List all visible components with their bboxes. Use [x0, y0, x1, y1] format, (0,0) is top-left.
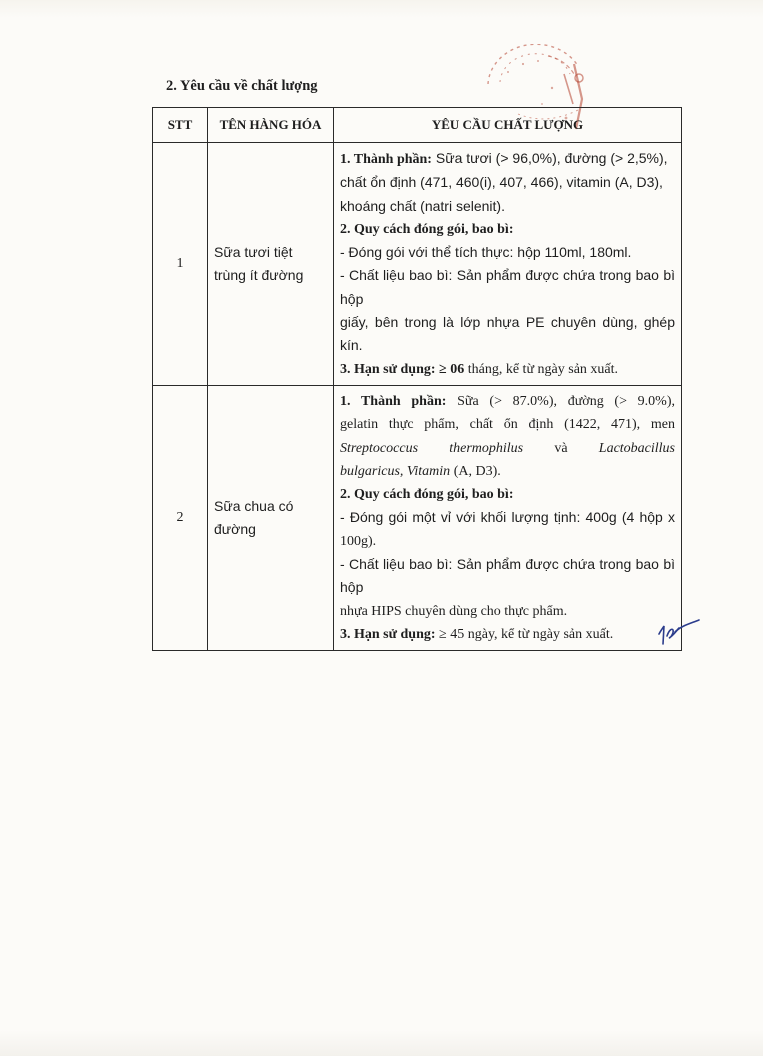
section-title: 2. Yêu cầu về chất lượng: [166, 78, 318, 94]
requirement-line: giấy, bên trong là lớp nhựa PE chuyên dùng, ghép kín.: [340, 314, 675, 354]
requirement-line: - Chất liệu bao bì: Sản phẩm được chứa trong bao bì hộp: [340, 556, 675, 596]
product-name: Sữa tươi tiệt trùng ít đường: [208, 143, 334, 386]
requirement-line: khoáng chất (natri selenit).: [340, 197, 505, 214]
requirement-line: chất ổn định (471, 460(i), 407, 466), vitamin (A, D3),: [340, 174, 663, 191]
header-stt: STT: [153, 108, 208, 143]
requirement-line: - Đóng gói với thể tích thực: hộp 110ml, 180ml.: [340, 244, 632, 261]
requirement-line: 1. Thành phần: Sữa tươi (> 96,0%), đường (> 2,5%),: [340, 150, 668, 167]
requirement-cell: [334, 143, 682, 386]
table-row: [153, 385, 682, 650]
row-number: 2: [153, 385, 208, 650]
requirement-line: Streptococcus thermophilus và Lactobacillus: [340, 440, 676, 456]
table-row: [153, 143, 682, 386]
requirement-line: bulgaricus, Vitamin (A, D3).: [340, 463, 501, 479]
requirement-line: 3. Hạn sử dụng: ≥ 06 tháng, kể từ ngày sản xuất.: [340, 361, 619, 377]
row-number: 1: [153, 143, 208, 386]
requirement-line: nhựa HIPS chuyên dùng cho thực phẩm.: [340, 603, 568, 619]
handwritten-initial-icon: [655, 616, 701, 646]
requirement-line: 3. Hạn sử dụng: ≥ 45 ngày, kể từ ngày sản xuất.: [340, 626, 614, 642]
requirement-line: - Đóng gói một vỉ với khối lượng tịnh: 400g (4 hộp x: [340, 509, 675, 526]
table-header-row: [153, 108, 682, 143]
quality-requirements-table: [152, 107, 682, 651]
product-name: Sữa chua có đường: [208, 385, 334, 650]
requirement-line: 100g).: [340, 533, 377, 549]
header-quality-requirement: YÊU CẦU CHẤT LƯỢNG: [334, 108, 682, 143]
requirement-line: 1. Thành phần: Sữa (> 87.0%), đường (> 9.0%),: [340, 393, 675, 409]
requirement-line: - Chất liệu bao bì: Sản phẩm được chứa trong bao bì hộp: [340, 267, 675, 307]
header-product-name: TÊN HÀNG HÓA: [208, 108, 334, 143]
requirement-heading: 2. Quy cách đóng gói, bao bì:: [340, 221, 514, 237]
requirement-cell: [334, 385, 682, 650]
requirement-heading: 2. Quy cách đóng gói, bao bì:: [340, 487, 514, 503]
requirement-line: gelatin thực phẩm, chất ổn định (1422, 471), men: [340, 417, 675, 433]
